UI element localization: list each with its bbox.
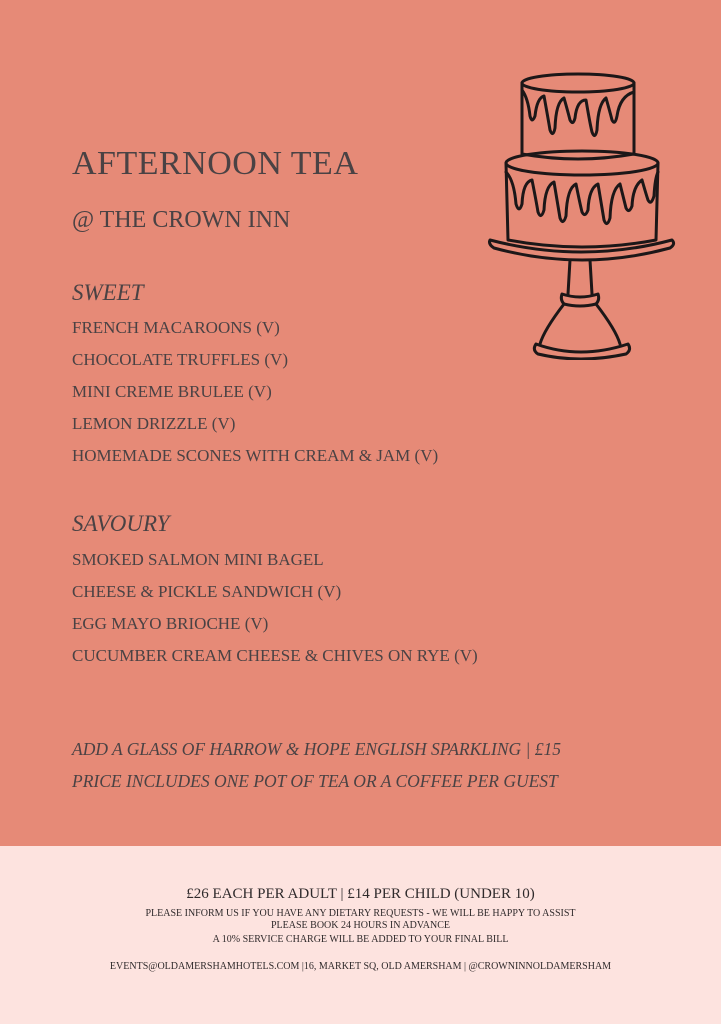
footer-panel [0,846,721,1024]
price-includes-note: PRICE INCLUDES ONE POT OF TEA OR A COFFEE PER GUEST [72,771,558,791]
savoury-list [72,544,478,672]
list-item: HOMEMADE SCONES WITH CREAM & JAM (V) [72,446,439,465]
list-item: EGG MAYO BRIOCHE (V) [72,614,269,633]
cake-icon [486,68,676,360]
list-item: CUCUMBER CREAM CHEESE & CHIVES ON RYE (V) [72,646,478,665]
list-item: MINI CREME BRULEE (V) [72,382,272,401]
list-item: SMOKED SALMON MINI BAGEL [72,550,324,569]
menu-subtitle: @ THE CROWN INN [72,207,291,233]
list-item: CHEESE & PICKLE SANDWICH (V) [72,582,342,601]
sparkling-note: ADD A GLASS OF HARROW & HOPE ENGLISH SPARKLING | £15 [72,739,561,759]
menu-title: AFTERNOON TEA [72,145,359,182]
sweet-list [72,312,438,472]
service-charge-line: A 10% SERVICE CHARGE WILL BE ADDED TO YOUR FINAL BILL [212,934,509,945]
list-item: CHOCOLATE TRUFFLES (V) [72,350,288,369]
list-item: LEMON DRIZZLE (V) [72,414,236,433]
contact-line: EVENTS@OLDAMERSHAMHOTELS.COM |16, MARKET SQ, OLD AMERSHAM | @CROWNINNOLDAMERSHAM [109,961,612,972]
list-item: FRENCH MACAROONS (V) [72,318,280,337]
savoury-heading: SAVOURY [72,511,170,536]
sweet-heading: SWEET [72,280,144,305]
booking-line: PLEASE BOOK 24 HOURS IN ADVANCE [271,920,450,931]
price-line: £26 EACH PER ADULT | £14 PER CHILD (UNDER 10) [186,886,535,902]
dietary-line: PLEASE INFORM US IF YOU HAVE ANY DIETARY REQUESTS - WE WILL BE HAPPY TO ASSIST [145,908,576,919]
